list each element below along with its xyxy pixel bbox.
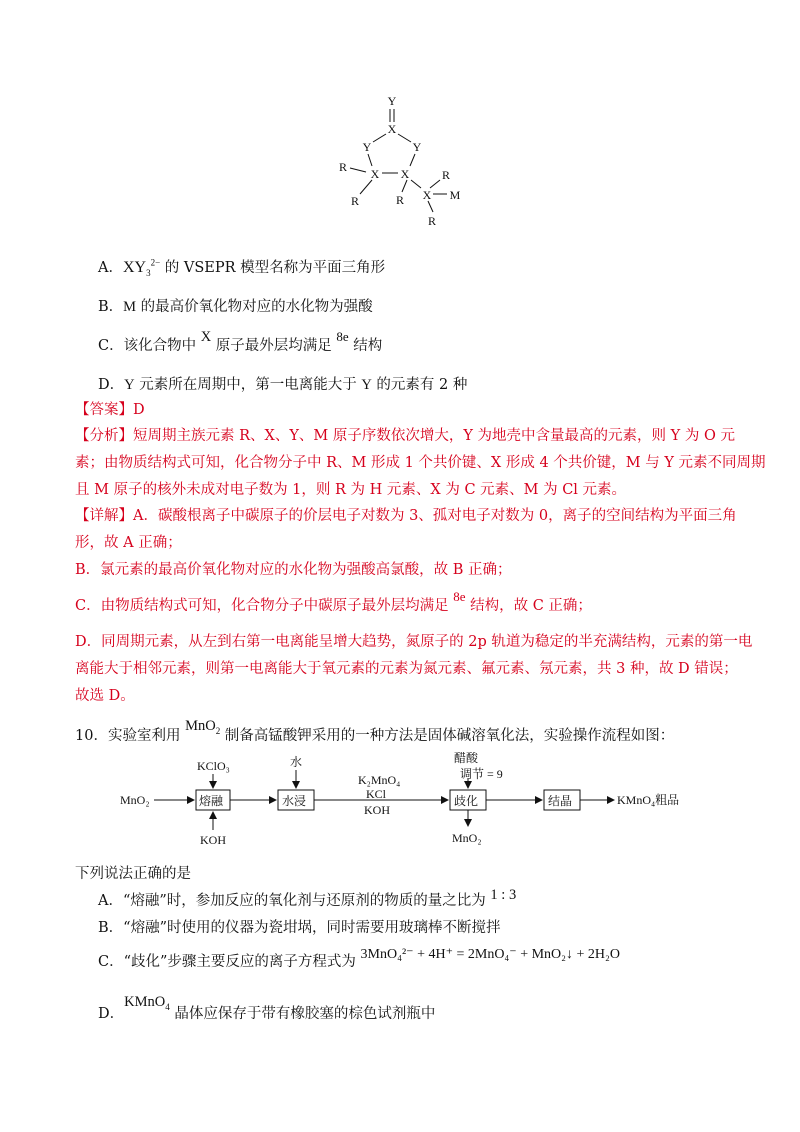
bond-rleft-xleft [350,168,366,172]
option-text-mid: 元素所在周期中，第一电离能大于 [134,377,362,393]
analysis-text: 短周期主族元素 R、X、Y、M 原子序数依次增大，Y 为地壳中含量最高的元素，则 Y 为 O 元 [133,428,735,444]
structure-diagram [330,88,480,238]
atom-x-mid: X [400,167,410,181]
stem-text: 制备高锰酸钾采用的一种方法是固体碱溶氧化法，实验操作流程如图： [220,728,675,744]
flow-kclo3: KClO₃ [197,759,230,773]
flow-diagram [118,752,718,852]
flow-mid-1: K₂MnO₄ [358,773,401,787]
q10-stem [75,718,675,746]
q10-option-c [98,947,621,973]
flow-acid: 醋酸 [454,752,479,765]
atom-y-left: Y [362,140,372,154]
bond-yleft-xleft [368,154,372,166]
detail-c [75,589,592,616]
atom-y-right: Y [412,140,422,154]
symbol-x: X [200,329,212,345]
option-letter: D． [98,377,125,393]
detail-d-line-2: 离能大于相邻元素，则第一电离能大于氧元素的元素为氮元素、氟元素、氖元素，共 3 种，故 D 错误； [75,661,738,677]
option-text: “熔融”时，参加反应的氧化剂与还原剂的物质的量之比为 [122,893,491,909]
atom-x-right: X [422,188,432,202]
atom-r-bottom-left: R [350,194,360,208]
atom-r-top-right: R [441,168,451,182]
q9-option-b [98,297,373,317]
q10-option-b [98,918,500,938]
flow-product: KMnO₄粗品 [617,793,680,807]
formula: KMnO [124,994,166,1010]
detail-tag: 【详解】 [75,508,133,524]
atom-m-right: M [449,188,461,202]
detail-text-post: 结构，故 C 正确； [465,598,592,614]
detail-text-pre: C．由物质结构式可知，化合物分子中碳原子最外层均满足 [75,598,454,614]
option-letter: D． [98,1006,125,1022]
ionic-equation: 3MnO₄²⁻ + 4H⁺ = 2MnO₄⁻ + MnO₂↓ + 2H₂O [360,947,621,962]
octet-label: 8e [336,329,349,344]
option-letter: A． [98,893,123,909]
bond-xmid-rmid [402,180,407,192]
formula: XY [122,259,147,276]
bond-xmid-xright [411,180,421,188]
bond-xright-rbr [428,201,433,212]
atom-x-left: X [370,167,380,181]
atom-y-top: Y [387,94,397,108]
answer-line [75,400,145,420]
q9-option-a [98,258,385,278]
bond-yright-xmid [410,154,415,166]
option-letter: B． [98,299,124,315]
atom-x-top: X [387,122,397,136]
formula-sub: 2 [215,725,221,736]
option-text: “歧化”步骤主要反应的离子方程式为 [123,954,361,970]
bond-xleft-rbl [360,180,372,194]
option-text-post: 的元素有 2 种 [371,377,468,393]
flow-mid-2: KCl [366,787,387,801]
analysis-line-3: 且 M 原子的核外未成对电子数为 1，则 R 为 H 元素、X 为 C 元素、M 为 Cl 元素。 [75,482,627,498]
q10-option-d [98,994,436,1024]
flow-ph: 调节 = 9 [460,767,503,781]
option-letter: C． [98,954,124,970]
option-letter: B． [98,920,124,936]
detail-a-line-1 [75,506,737,526]
octet-label: 8e [453,589,466,604]
detail-b: B．氯元素的最高价氧化物对应的水化物为强酸高氯酸，故 B 正确； [75,562,512,578]
flow-mno2-out: MnO₂ [452,831,482,845]
q10-option-a [98,887,517,911]
atom-r-left: R [338,160,348,174]
option-text-post: 结构 [348,338,383,354]
symbol-m: M [123,299,137,315]
option-text-pre: 该化合物中 [123,338,201,354]
flow-box3-label: 歧化 [454,794,479,808]
atom-r-bottom-right: R [427,214,437,228]
flow-mid-3: KOH [364,803,390,817]
answer-tag: 【答案】 [75,402,133,418]
option-text: 的最高价氧化物对应的水化物为强酸 [136,299,373,315]
q10-prompt: 下列说法正确的是 [75,866,191,882]
ratio-value: 1 : 3 [490,887,517,903]
option-letter: C． [98,338,124,354]
symbol-y: Y [124,377,135,393]
formula: MnO [185,718,216,734]
detail-text: A．碳酸根离子中碳原子的价层电子对数为 3、孤对电子对数为 0，离子的空间结构为平面三角 [133,508,737,524]
bond-xtop-yleft [373,134,386,142]
detail-a-line-2: 形，故 A 正确； [75,535,182,551]
flow-box2-label: 水浸 [282,794,307,808]
bond-xright-rtr [430,180,440,188]
formula-sub: 4 [165,1001,170,1012]
flow-box1-label: 熔融 [199,794,224,808]
analysis-line-2: 素；由物质结构式可知，化合物分子中 R、M 形成 1 个共价键、X 形成 4 个共价键，M 与 Y 元素不同周期 [75,455,766,471]
q9-option-c [98,329,383,356]
flow-box4-label: 结晶 [548,794,573,808]
option-letter: A． [98,260,123,276]
detail-d-line-3: 故选 D。 [75,688,135,704]
flow-koh: KOH [200,833,226,847]
formula-sub: 3 [146,268,151,279]
atom-r-mid: R [395,193,405,207]
flow-water: 水 [290,755,303,769]
analysis-line-1 [75,426,735,446]
analysis-tag: 【分析】 [75,428,133,444]
option-text: 的 VSEPR 模型名称为平面三角形 [160,260,386,276]
flow-start: MnO₂ [120,793,150,807]
option-text: “熔融”时使用的仪器为瓷坩埚，同时需要用玻璃棒不断搅拌 [123,920,501,936]
answer-value: D [133,402,145,418]
symbol-y: Y [361,377,372,393]
bond-xtop-yright [398,134,411,142]
formula-sup: 2− [150,257,161,268]
option-text: 晶体应保存于带有橡胶塞的棕色试剂瓶中 [169,1006,436,1022]
q9-option-d [98,375,467,395]
question-number: 10．实验室利用 [75,728,186,744]
detail-d-line-1: D．同周期元素，从左到右第一电离能呈增大趋势，氮原子的 2p 轨道为稳定的半充满结构，元素的第一电 [75,634,753,650]
option-text-mid: 原子最外层均满足 [211,338,337,354]
